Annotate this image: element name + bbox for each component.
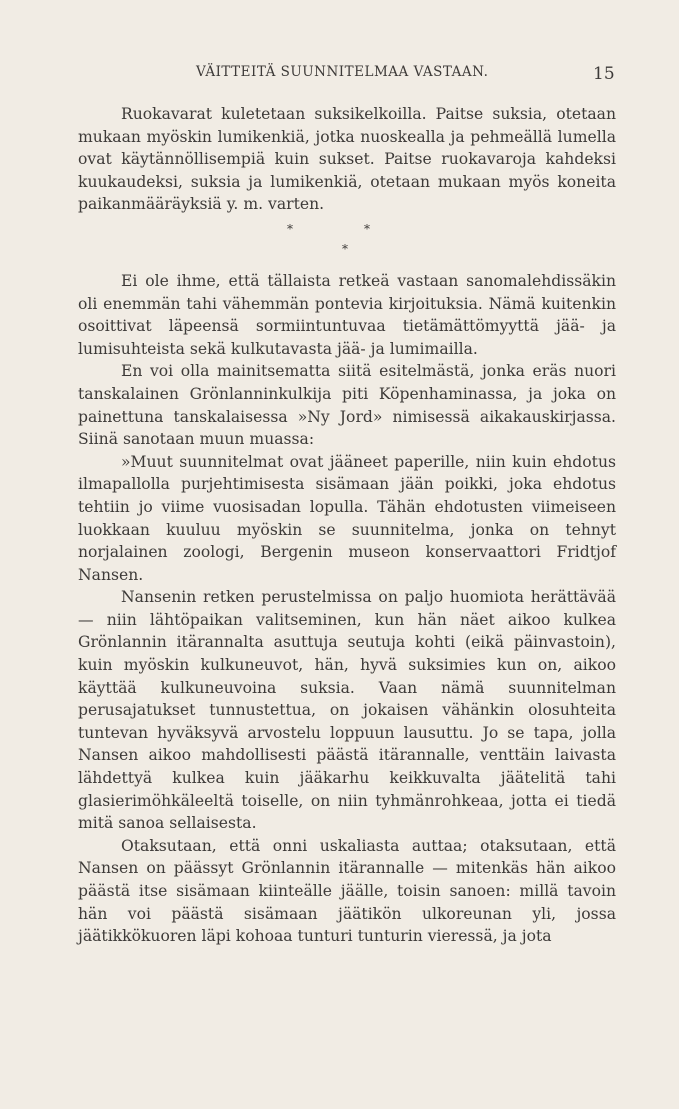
body-text [78, 103, 616, 948]
paragraph: Nansenin retken perustelmissa on paljo huomiota herättävää — niin lähtöpaikan valitseminen, kun hän näet aikoo kulkea Grönlannin itärannalta asuttuja seutuja kohti (eikä päinvastoin), kuin myöskin kulkuneuvot, hän, hyvä suksimies kun on, aikoo käyttää kulkuneuvoina suksia. Vaan nämä suunnitelman perusajatukset tunnustettua, on jokaisen vähänkin olosuhteita tuntevan hyväksyvä arvostelu loppuun lausuttu. Jo se tapa, jolla Nansen aikoo mahdollisesti päästä itärannalle, venttäin laivasta lähdettyä kulkea kuin jääkarhu keikkuvalta jäätelitä tahi glasierimöhkäleeltä toiselle, on niin tyhmänrohkeaa, jotta ei tiedä mitä sanoa sellaisesta. [78, 588, 616, 833]
section-break-asterism [78, 216, 616, 270]
paragraph: Otaksutaan, että onni uskaliasta auttaa; otaksutaan, että Nansen on päässyt Grönlannin itärannalle — mitenkäs hän aikoo päästä itse sisämaan kiinteälle jäälle, toisin sanoen: millä tavoin hän voi päästä sisämaan jäätikön ulkoreunan yli, jossa jäätikkökuoren läpi kohoaa tunturi tunturin vieressä, ja jota [78, 836, 616, 946]
paragraph: En voi olla mainitsematta siitä esitelmästä, jonka eräs nuori tanskalainen Grönlanninkulkija piti Köpenhaminassa, ja joka on painettuna tanskalaisessa »Ny Jord» nimisessä aikakauskirjassa. Siinä sanotaan muun muassa: [78, 362, 616, 449]
page-number: 15 [593, 64, 615, 84]
asterisk: * [287, 221, 293, 236]
asterisk: * [364, 221, 370, 236]
running-head: VÄITTEITÄ SUUNNITELMAA VASTAAN. [196, 64, 489, 80]
paragraph: »Muut suunnitelmat ovat jääneet paperille, niin kuin ehdotus ilmapallolla purjehtimisesta sisämaan jään poikki, joka ehdotus tehtiin jo viime vuosisadan lopulla. Tähän ehdotusten viimeiseen luokkaan kuuluu myöskin se suunnitelma, jonka on tehnyt norjalainen zoologi, Bergenin museon konservaattori Fridtjof Nansen. [78, 452, 616, 584]
paragraph: Ruokavarat kuletetaan suksikelkoilla. Paitse suksia, otetaan mukaan myöskin lumikenkiä, jotka nuoskealla ja pehmeällä lumella ovat käytännöllisempiä kuin sukset. Paitse ruokavaroja kahdeksi kuukaudeksi, suksia ja lumikenkiä, otetaan mukaan myös koneita paikanmääräyksiä y. m. varten. [78, 105, 616, 214]
paragraph: Ei ole ihme, että tällaista retkeä vastaan sanomalehdissäkin oli enemmän tahi vähemmän pontevia kirjoituksia. Nämä kuitenkin osoittivat läpeensä sormiintuntuvaa tietämättömyyttä jää- ja lumisuhteista sekä kulkutavasta jää- ja lumimailla. [78, 271, 616, 358]
asterisk: * [342, 241, 348, 256]
